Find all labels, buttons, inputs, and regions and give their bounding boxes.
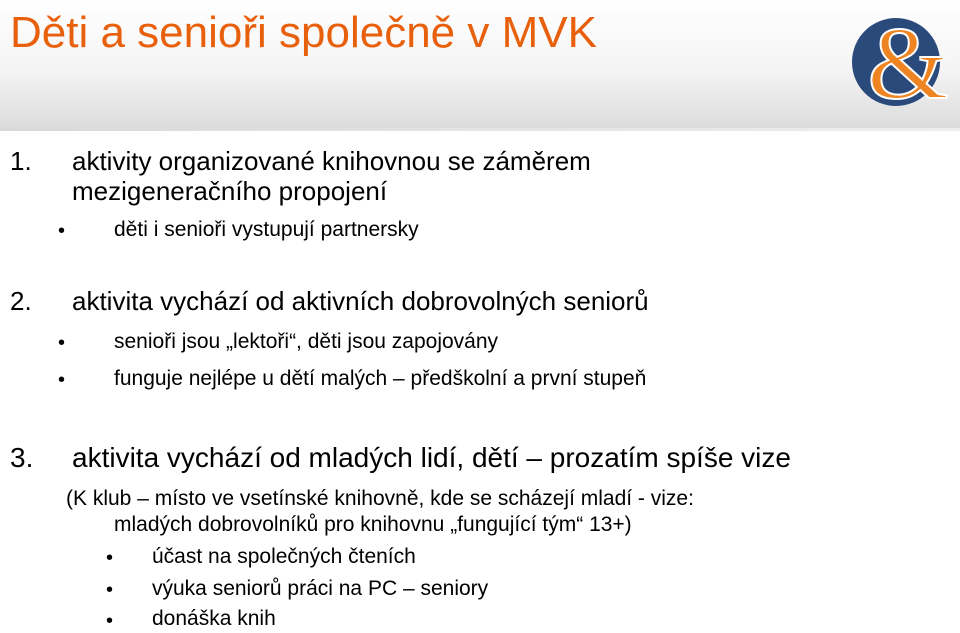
bullet-text: účast na společných čteních bbox=[152, 545, 416, 568]
section-heading-line: aktivita vychází od mladých lidí, dětí – prozatím spíše vize bbox=[72, 442, 791, 473]
section-number: 1. bbox=[10, 146, 32, 176]
slide-title: Děti a senioři společně v MVK bbox=[10, 8, 597, 57]
svg-text:&: & bbox=[867, 6, 949, 110]
section-note-line: (K klub – místo ve vsetínské knihovně, kde se scházejí mladí - vize: bbox=[66, 487, 694, 510]
bullet-text: senioři jsou „lektoři“, děti jsou zapojovány bbox=[114, 330, 499, 353]
bullet-glyph: • bbox=[106, 579, 114, 601]
section-number: 3. bbox=[10, 442, 34, 473]
bullet-glyph: • bbox=[106, 610, 114, 632]
bullet-glyph: • bbox=[58, 369, 66, 391]
bullet-glyph: • bbox=[58, 220, 66, 242]
bullet-text: výuka seniorů práci na PC – seniory bbox=[152, 577, 489, 600]
bullet-glyph: • bbox=[58, 332, 66, 354]
bullet-text: funguje nejlépe u dětí malých – předškolní a první stupeň bbox=[114, 367, 647, 390]
header-divider bbox=[0, 128, 960, 131]
section-note-line: mladých dobrovolníků pro knihovnu „fungující tým“ 13+) bbox=[114, 513, 632, 536]
section-heading-line: mezigeneračního propojení bbox=[72, 176, 388, 206]
bullet-glyph: • bbox=[106, 547, 114, 569]
section-heading-line: aktivita vychází od aktivních dobrovolných seniorů bbox=[72, 286, 649, 316]
bullet-text: donáška knih bbox=[152, 607, 276, 630]
bullet-text: děti i senioři vystupují partnersky bbox=[114, 218, 419, 241]
ampersand-logo-icon bbox=[848, 6, 952, 110]
section-number: 2. bbox=[10, 286, 32, 316]
section-heading-line: aktivity organizované knihovnou se záměrem bbox=[72, 146, 591, 176]
slide-header bbox=[0, 0, 960, 128]
